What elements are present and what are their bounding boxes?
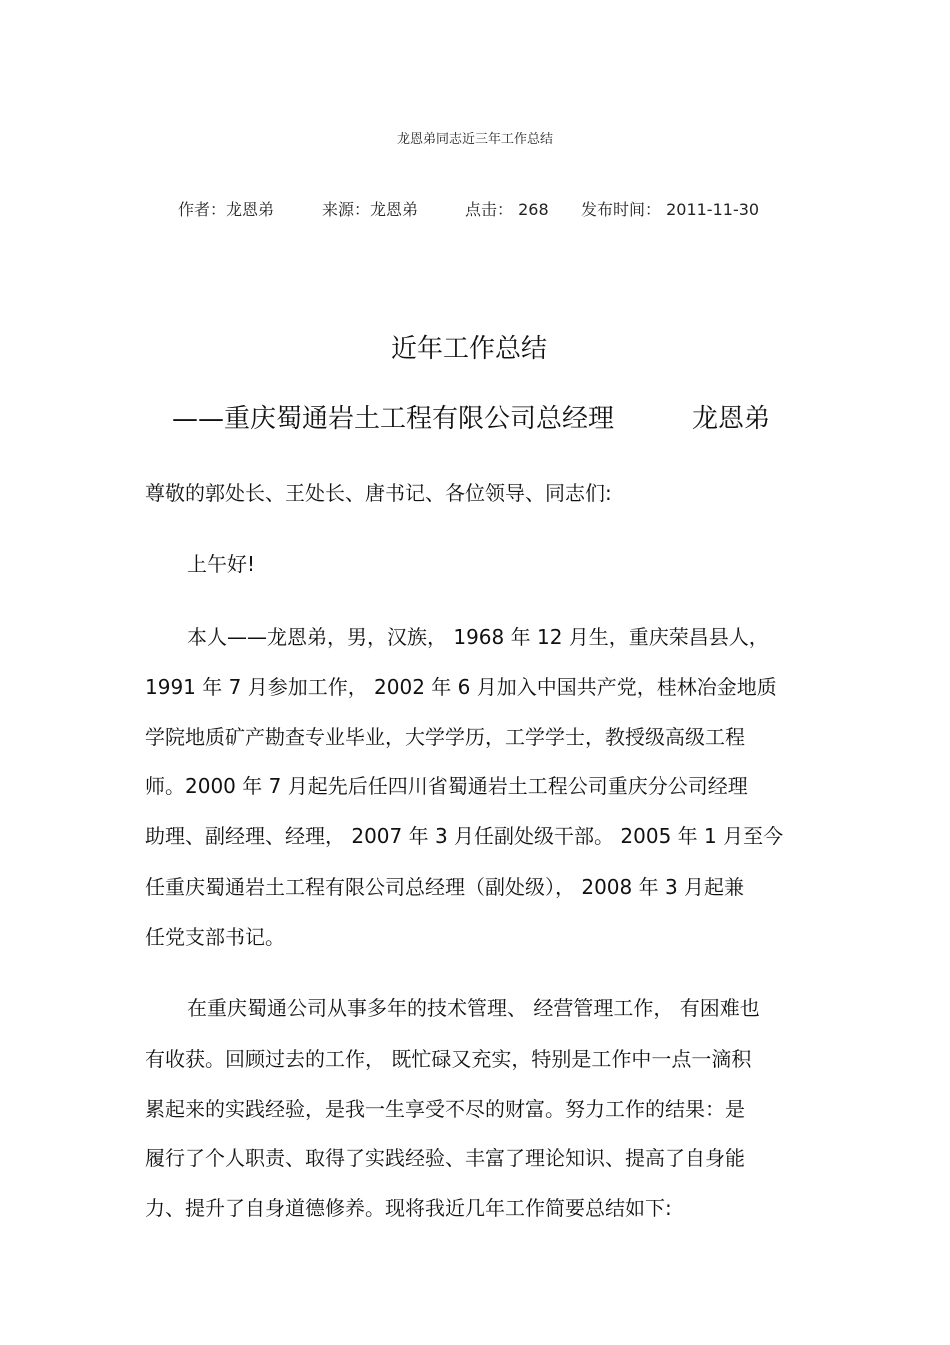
author-meta: 作者：龙恩弟 <box>178 200 275 219</box>
paragraph-line: 力、提升了自身道德修养。现将我近几年工作简要总结如下: <box>145 1196 672 1220</box>
source-meta: 来源：龙恩弟 <box>322 200 419 219</box>
subtitle-org: ——重庆蜀通岩土工程有限公司总经理 <box>172 404 615 434</box>
paragraph-line: 师。2000 年 7 月起先后任四川省蜀通岩土工程公司重庆分公司经理 <box>145 774 748 798</box>
paragraph-line: 任重庆蜀通岩土工程有限公司总经理（副处级）， 2008 年 3 月起兼 <box>145 875 745 899</box>
paragraph-line: 累起来的实践经验，是我一生享受不尽的财富。努力工作的结果：是 <box>145 1097 745 1121</box>
paragraph-line: 1991 年 7 月参加工作， 2002 年 6 月加入中国共产党，桂林冶金地质 <box>145 675 777 699</box>
page-title: 龙恩弟同志近三年工作总结 <box>396 132 553 147</box>
published-date-meta: 发布时间： 2011-11-30 <box>581 200 760 219</box>
clicks-meta: 点击： 268 <box>465 200 549 219</box>
subtitle-name: 龙恩弟 <box>692 404 771 434</box>
paragraph-line: 在重庆蜀通公司从事多年的技术管理、 经营管理工作， 有困难也 <box>187 996 760 1020</box>
main-title: 近年工作总结 <box>390 334 547 364</box>
paragraph-line: 助理、副经理、经理， 2007 年 3 月任副处级干部。 2005 年 1 月至今 <box>145 824 784 848</box>
salutation: 尊敬的郭处长、王处长、唐书记、各位领导、同志们: <box>145 481 612 505</box>
paragraph-line: 任党支部书记。 <box>145 925 285 949</box>
paragraph-line: 履行了个人职责、取得了实践经验、丰富了理论知识、提高了自身能 <box>145 1146 745 1170</box>
greeting: 上午好! <box>187 552 256 576</box>
paragraph-line: 学院地质矿产勘查专业毕业，大学学历，工学学士，教授级高级工程 <box>145 725 745 749</box>
paragraph-line: 本人——龙恩弟，男，汉族， 1968 年 12 月生，重庆荣昌县人， <box>187 625 769 649</box>
paragraph-line: 有收获。回顾过去的工作， 既忙碌又充实，特别是工作中一点一滴积 <box>145 1047 752 1071</box>
